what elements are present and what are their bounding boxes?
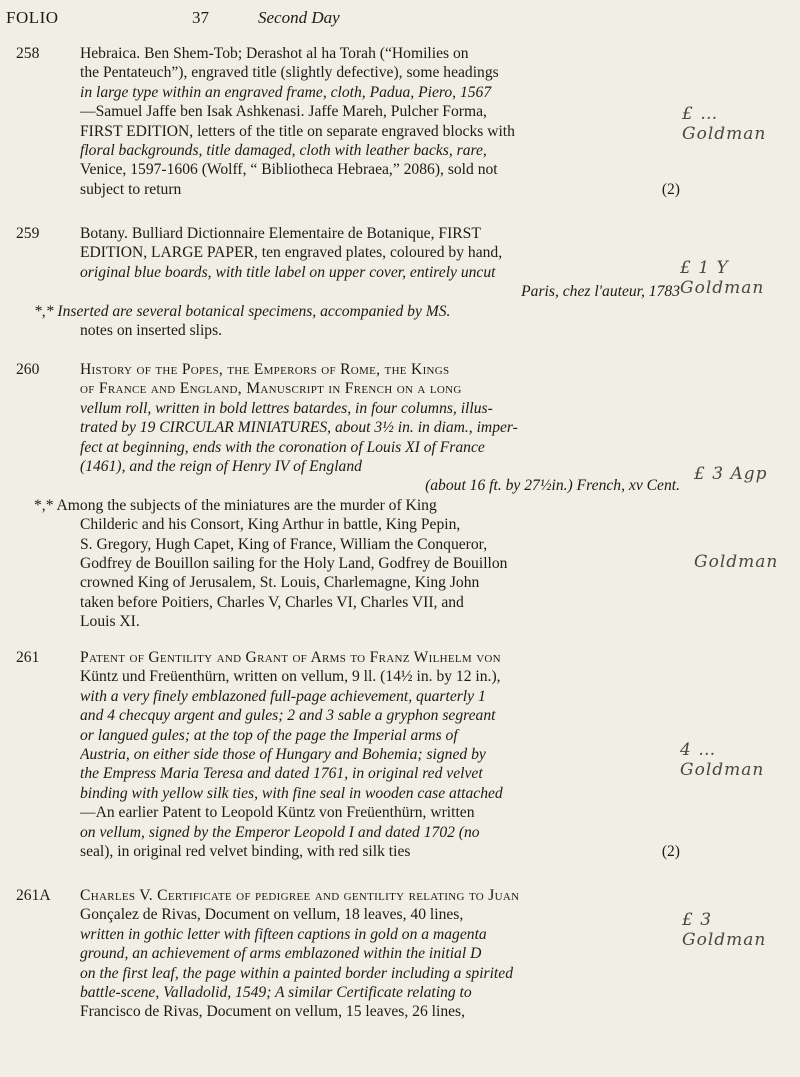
lot-line: the Empress Maria Teresa and dated 1761, in original red velvet (80, 765, 483, 783)
lot-line: (1461), and the reign of Henry IV of England (80, 458, 362, 476)
lot-line: on vellum, signed by the Emperor Leopold I and dated 1702 (no (80, 823, 480, 841)
lot-description (80, 648, 680, 861)
lot-number: 261A (16, 887, 51, 904)
lot-line: written in gothic letter with fifteen captions in gold on a magenta (80, 925, 487, 943)
lot-258 (16, 44, 680, 204)
handwritten-annotation: £ 1 Y Goldman (680, 258, 765, 298)
lot-count: (2) (661, 843, 680, 861)
lot-number: 258 (16, 45, 40, 62)
lot-line: Paris, chez l'auteur, 1783 (521, 283, 680, 301)
lot-line: and 4 checquy argent and gules; 2 and 3 sable a gryphon segreant (80, 707, 496, 725)
lot-line: Godfrey de Bouillon sailing for the Holy Land, Godfrey de Bouillon (80, 555, 508, 573)
lot-line: the Pentateuch”), engraved title (slightly defective), some headings (80, 64, 499, 82)
lot-line: taken before Poitiers, Charles V, Charles VI, Charles VII, and (80, 593, 464, 611)
lot-description (34, 360, 680, 632)
lot-line-last (80, 180, 680, 199)
lot-line: original blue boards, with title label on upper cover, entirely uncut (80, 263, 496, 281)
lot-261a (16, 886, 660, 1036)
lot-line: S. Gregory, Hugh Capet, King of France, William the Conqueror, (80, 535, 488, 553)
lot-description (34, 224, 680, 340)
lot-line: Gonçalez de Rivas, Document on vellum, 18 leaves, 40 lines, (80, 906, 464, 924)
lot-line: (about 16 ft. by 27½in.) French, xv Cent. (425, 477, 680, 495)
lot-line: vellum roll, written in bold lettres batardes, in four columns, illus- (80, 399, 493, 417)
lot-line: or langued gules; at the top of the page the Imperial arms of (80, 726, 458, 744)
lot-line: Francisco de Rivas, Document on vellum, 15 leaves, 26 lines, (80, 1003, 466, 1021)
lot-line: fect at beginning, ends with the coronation of Louis XI of France (80, 438, 485, 456)
lot-line: Hebraica. Ben Shem-Tob; Derashot al ha Torah (“Homilies on (80, 45, 469, 62)
lot-line: battle-scene, Valladolid, 1549; A similar Certificate relating to (80, 984, 472, 1002)
lot-line: Charles V. Certificate of pedigree and gentility relating to Juan (80, 887, 520, 904)
lot-line: notes on inserted slips. (80, 322, 223, 340)
lot-line: Küntz und Freüenthürn, written on vellum, 9 ll. (14½ in. by 12 in.), (80, 668, 501, 686)
handwritten-annotation: £ 3 Agp (694, 464, 768, 484)
page-header (6, 8, 800, 32)
page-number: 37 (192, 8, 209, 27)
lot-line: binding with yellow silk ties, with fine seal in wooden case attached (80, 784, 503, 802)
handwritten-annotation: £ 3 Goldman (682, 910, 767, 950)
lot-line: —An earlier Patent to Leopold Küntz von Freüenthürn, written (80, 804, 475, 822)
lot-line: Austria, on either side those of Hungary and Bohemia; signed by (80, 746, 486, 764)
lot-line: History of the Popes, the Emperors of Rome, the Kings (80, 361, 450, 378)
lot-line: FIRST EDITION, letters of the title on separate engraved blocks with (80, 122, 515, 140)
lot-description (80, 886, 680, 1022)
lot-line: EDITION, LARGE PAPER, ten engraved plates, coloured by hand, (80, 244, 503, 262)
lot-number: 260 (16, 361, 40, 378)
lot-259 (16, 224, 680, 344)
lot-note: *,* Among the subjects of the miniatures are the murder of King (34, 496, 437, 514)
lot-line: crowned King of Jerusalem, St. Louis, Charlemagne, King John (80, 574, 480, 592)
lot-line: on the first leaf, the page within a painted border including a spirited (80, 964, 513, 982)
lot-description (80, 44, 680, 199)
lot-line: Patent of Gentility and Grant of Arms to Franz Wilhelm von (80, 649, 501, 666)
lot-number: 259 (16, 225, 40, 242)
folio-label: FOLIO (6, 8, 59, 27)
lot-line: —Samuel Jaffe ben Isak Ashkenasi. Jaffe Mareh, Pulcher Forma, (80, 103, 487, 121)
lot-line: subject to return (80, 180, 182, 198)
sale-day: Second Day (258, 8, 340, 27)
handwritten-annotation: 4 … Goldman (680, 740, 765, 780)
handwritten-annotation: £ … Goldman (682, 104, 767, 144)
handwritten-annotation: Goldman (694, 552, 779, 572)
lot-number: 261 (16, 649, 40, 666)
lot-260 (16, 360, 680, 632)
lot-line: Venice, 1597-1606 (Wolff, “ Bibliotheca Hebraea,” 2086), sold not (80, 161, 498, 179)
lot-line: in large type within an engraved frame, cloth, Padua, Piero, 1567 (80, 83, 492, 101)
lot-count: (2) (661, 180, 680, 198)
lot-line: floral backgrounds, title damaged, cloth with leather backs, rare, (80, 142, 487, 160)
lot-line: Botany. Bulliard Dictionnaire Elementaire de Botanique, FIRST (80, 225, 481, 242)
lot-note: *,* Inserted are several botanical specimens, accompanied by MS. (34, 302, 451, 320)
lot-line: of France and England, Manuscript in French on a long (80, 380, 462, 398)
lot-line: trated by 19 CIRCULAR MINIATURES, about 3½ in. in diam., imper- (80, 419, 518, 437)
lot-line: seal), in original red velvet binding, with red silk ties (80, 843, 411, 861)
lot-line: with a very finely emblazoned full-page achievement, quarterly 1 (80, 687, 486, 705)
lot-line: ground, an achievement of arms emblazoned within the initial D (80, 945, 482, 963)
lot-line-last (80, 842, 680, 861)
lot-line: Louis XI. (80, 613, 140, 631)
lot-line: Childeric and his Consort, King Arthur in battle, King Pepin, (80, 516, 461, 534)
lot-261 (16, 648, 680, 868)
